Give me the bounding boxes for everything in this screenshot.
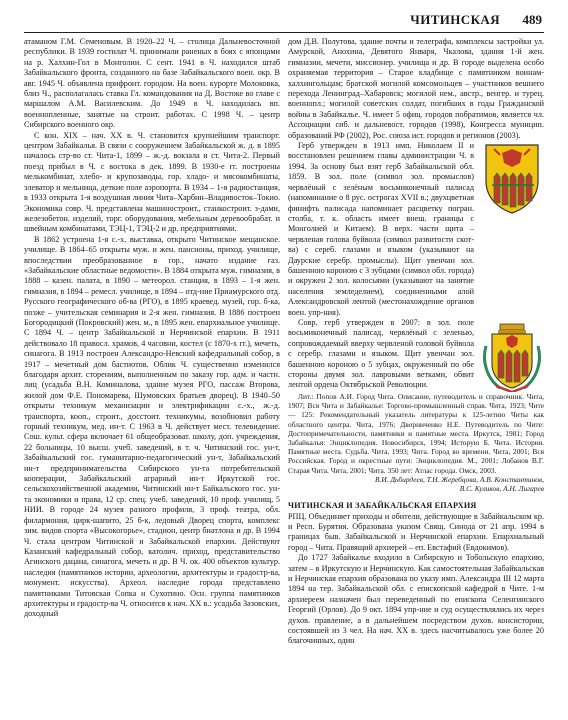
literature-list: Лит.: Попов А.И. Город Чита. Описание, путеводитель и справочник. Чита, 1907; Вся Чита и Забайкалье: Торгово-промышленный справ. Чита, 1923; Чите — 125: Рекомендательный указатель литературы к 125-летию Читы как областного центра. Чита, 1976; Дворниченко Н.Е. Путеводитель по Чите: Достопримечательности, памятники и памятные места. Иркутск, 1981; Город Забайкалья: Энциклопедия. Новосибирск, 1994; Исторую Б. Чита. История. Памятные места. Судьба. Чита, 1993; Чита. Город во времени. Чита, 2001; Вся Российская. Город и окрестные пути: Энциклопедия. М., 2001; Лобанов В.Г. Старая Чита. Чита, 2001; Чита. 350 лет: Атлас города. Омск, 2003.: [288, 391, 544, 475]
paragraph: РПЦ. Объединяет приходы и обители, действующие в Забайкальском кр. и Респ. Бурятия. Образована указом Свящ. Синода от 21 апр. 1994 в границах быв. Забайкальской и Нерчинской епархии. Епархиальный город – Чита. Правящий архиерей – еп. Евстафий (Евдокимов).: [288, 511, 544, 552]
section-heading: ЧИТИНСКАЯ И ЗАБАЙКАЛЬСКАЯ ЕПАРХИЯ: [288, 501, 477, 511]
page-header: [24, 8, 544, 32]
paragraph: атаманом Г.М. Семеновым. В 1920–22 Ч. – столица Дальневосточной республики. В 1939 гостилат Ч. принимали раненых в боях с японцами на р. Халхин-Гол в Монголии. С сент. 1941 в Ч. находился штаб Забайкальского фронта, созданного на базе Забайкальского воен. окр. В авг. 1945 Ч. объявлена прифронт. городом. На воен. курорте Молоковка, близ Ч., располагалась ставка Гл. командования на Д. Востоке во главе с маршалом А.М. Василевским. До 1949 в Ч. находилась вп. военнопленные, занятые на строит. работах. С 1998 Ч. – центр Сибирского военного окр.: [24, 37, 280, 130]
paragraph: Совр. герб утвержден в 2007: в зол. поле восьмиконечный палисад, червлёный с зеленью, сопровождаемый вверху червленой головой буйвола с серебр. глазами и языком. Щит увенчан зол. башенною короною о 5 зубцах, окруженный по обе стороны двумя зол. лавровыми ветками, обвит лентой ордена Октябрьской Революции.: [288, 317, 474, 390]
paragraph: дом Д.В. Полутова, здание почты и телеграфа, комплексы застройки ул. Амурской, Анохина, Девятого Января, Чкалова, здания 1-й жен. гимназии, мечети, миссионер. училища и др. В городе выделена особо охраняемая территория – Старое кладбище с памятником воинам-халхингольцам; братской могилой комсомольцев – участников вешнего перехода Ленинград–Хабаровск; могилой нем., австр., венгер. и турец. военнопл.; могилой советских солдат, погибших в годы Гражданской войны в Забайкалье. Ч. имеет 5 офиц. городов побратимов, является чл. Ассоциации сиб. и дальневост. городов (1998), Конгресса муницип. образований РФ (2002), Рос. союза ист. городов и регионов (2003).: [288, 37, 544, 140]
page-number: 489: [522, 12, 542, 27]
coat-of-arms-2007-image: [480, 320, 544, 392]
running-title: ЧИТИНСКАЯ: [410, 12, 500, 27]
left-column: [24, 37, 280, 713]
paragraph: До 1727 Забайкалье входило в Сибирскую и Тобольскую епархию, затем – в Иркутскую и Нерчинскую. Как самостоятельная Забайкальская и Нерчинская епархия образована по указу имп. Александра III 12 марта 1894 на тер. Забайкальской обл. с епископской кафедрой в Чите. 1-м архиереем назначен был переведенный по епископа Селенгинского Георгий (Орлов). До 9 окт. 1894 упр-ние и суд осуществлялись их через духов. правление, а в дальнейшем посредством духов. консистории, состоявшей из 3 чел. На нач. XX в. здесь насчитывалось уже более 20 благочинных, один: [288, 553, 544, 646]
paragraph: С кон. XIX – нач. XX в. Ч. становится крупнейшим транспорт. центром Забайкалья. В связи с сооружением Забайкальской ж. д. в 1895 началось стр-во ст. Чита-1, 1899 – ж.-д. вокзала и ст. Чита-2. Первый поезд прибыл в Ч. с востока в дек. 1899. В 1930-е гг. построены мелькомбинат, хлебо- и крупозаводы, гор. хладо- и мясокомбинаты, элеватор и мельница, деткие поле аэропорта. В 1934 – 1-я радиостанция, в 1933 открыта 1-я воздушная линия Чита–Харбин–Владивосток–Токио. Экономика совр. Ч. представлена машиностроит., станкостроит. з-дами, железобетон. изделий, торг. оборудования, мебельным деревообрабат. и швейным комбинатами, ТЭЦ-1, ТЭЦ-2 и др. предприятиями.: [24, 130, 280, 234]
authors-line-1: В.И. Дьбирдеев, Т.Н. Жеребцова, А.В. Константинов,: [374, 474, 544, 484]
coat-of-arms-2007-block: [288, 318, 544, 392]
paragraph: Герб утвержден в 1913 имп. Николаем II и восстановлен решением главы администрации Ч. в 1994. За основу был взят герб Забайкальской обл. 1859. В зол. поле (символ зол. промыслов) червлёный с зелёным восьмиконечный палисад (напоминание о 8 рус. острогах XVII в.; двухцветная финифть палисада напоминает расцветку погран. столба, т. к. область имеет внеш. границы с Монголией и Китаем). В верх. части щита – червленая голова буйвола (символ развитости скот-ва) с сереб. глазами и языком (указывают на Даурские серебр. промыслы). Щит увенчан зол. башенною короною с 3 зубцами (символ обл. города) и окружен 2 зол. колосьями (указывают на занятие населения земледелием), соединенными алой Александровской лентой (местонахождение органов воен. упр-ния).: [288, 141, 474, 317]
header-rule: [24, 32, 544, 33]
paragraph: В 1862 устроена 1-я с.-х. выставка, открыто Читинское мещанское. училище. В 1864–65 открыты муж. и жен. пансионы, приход. училище, впоследствии преобразованное в гор., начато издание газ. «Забайкальские областные ведомости». В 1884 открыта муж. гимназия, в 1888 – казен. палата, в 1890 – метеорол. станция, в 1893 – 1-я жен. гимназия, в 1894 – ремесл. училище, в 1894 – отд-ние Приамурского отд. Русского географического об-ва (РГО), в 1895 краевед. музей, гор. б-ка, позже – учительская семинария и 2-я жен. гимназия. В 1886 построен Богородицкий (Покровский) жен. м., в 1895 жен. епархиальное училище. С 1894 Ч. – центр Забайкальской и Нерчинской епархии. В 1911 действовало 18 правосл. храмов, 4 часовни, костел (с 1870-х гг.), мечеть, синагога. В 1913 построен Александро-Невский кафедральный собор, в 1917 – мечетный дом бастиотов. Облик Ч. существенно изменился благодаря архит. сторениям, выполненным по заказу гор. адм. и частн. лиц (усадьба В.Н. Коминалова, здание музея РГО, пассаж Второва, жилой дом Ф.Е. Пономарева, Шумовских братьев дворец). В 1940–50 открыты техникум механизации и электрификации с.-х., ж.-д. транспорта, кооп., строит., досстоит. техникумы, возобновил работу горный техникум, мед. ин-т. С 1963 в Ч. действует мест. телевидение. Сош. культ. сфера включает 61 общеобразоват. школу, доп. учреждения, 22 больницы, 10 высш. учеб. заведений, в т. ч. Читинский гос. ун-т, Забайкальский гос. гуманитарно-педагогический ун-т, Забайкальский ин-т предпринимательства Сибирского ун-та потребительской кооперации, Забайкальский аграрный ин-т Иркутской гос. сельскохозяйственной академии, Читинский ин-т Байкальского гос. ун-та экономики и права, 12 ср. спец. учеб. заведений, 10 проф. училищ, 5 НИИ. В городе 24 музея разного профиля, 3 проф. театра, обл. филармония, цирк-шапито, 25 б-к, ледовый Дворец спорта, комплекс зим. видов спорта «Высокогорье», стадион, центр биатлона и др. В 1994 Ч. стала центром Читинской и Забайкальской епархии. Действуют Казанский кафедральный собор, католич. приход, представительство Агинского дацана, синагога, мечеть и др. В Ч. ок. 400 объектов культур. наследия (памятников истории, археологии, архитектуры и градостр-ва, монумент. искусства). Археол. наследие города представлено памятниками Титовская Сопка и Сухотино. Осн. группа памятников архитектуры и градостр-ва Ч. относится к нач. XX в.: усадьба Зазовских, доходный: [24, 234, 280, 619]
right-column: [288, 37, 544, 713]
coat-of-arms-1913-image: [480, 143, 544, 215]
coat-of-arms-1913-block: [288, 141, 544, 318]
authors-line-2: В.С. Куликов, А.Н. Лигарев: [459, 484, 544, 493]
